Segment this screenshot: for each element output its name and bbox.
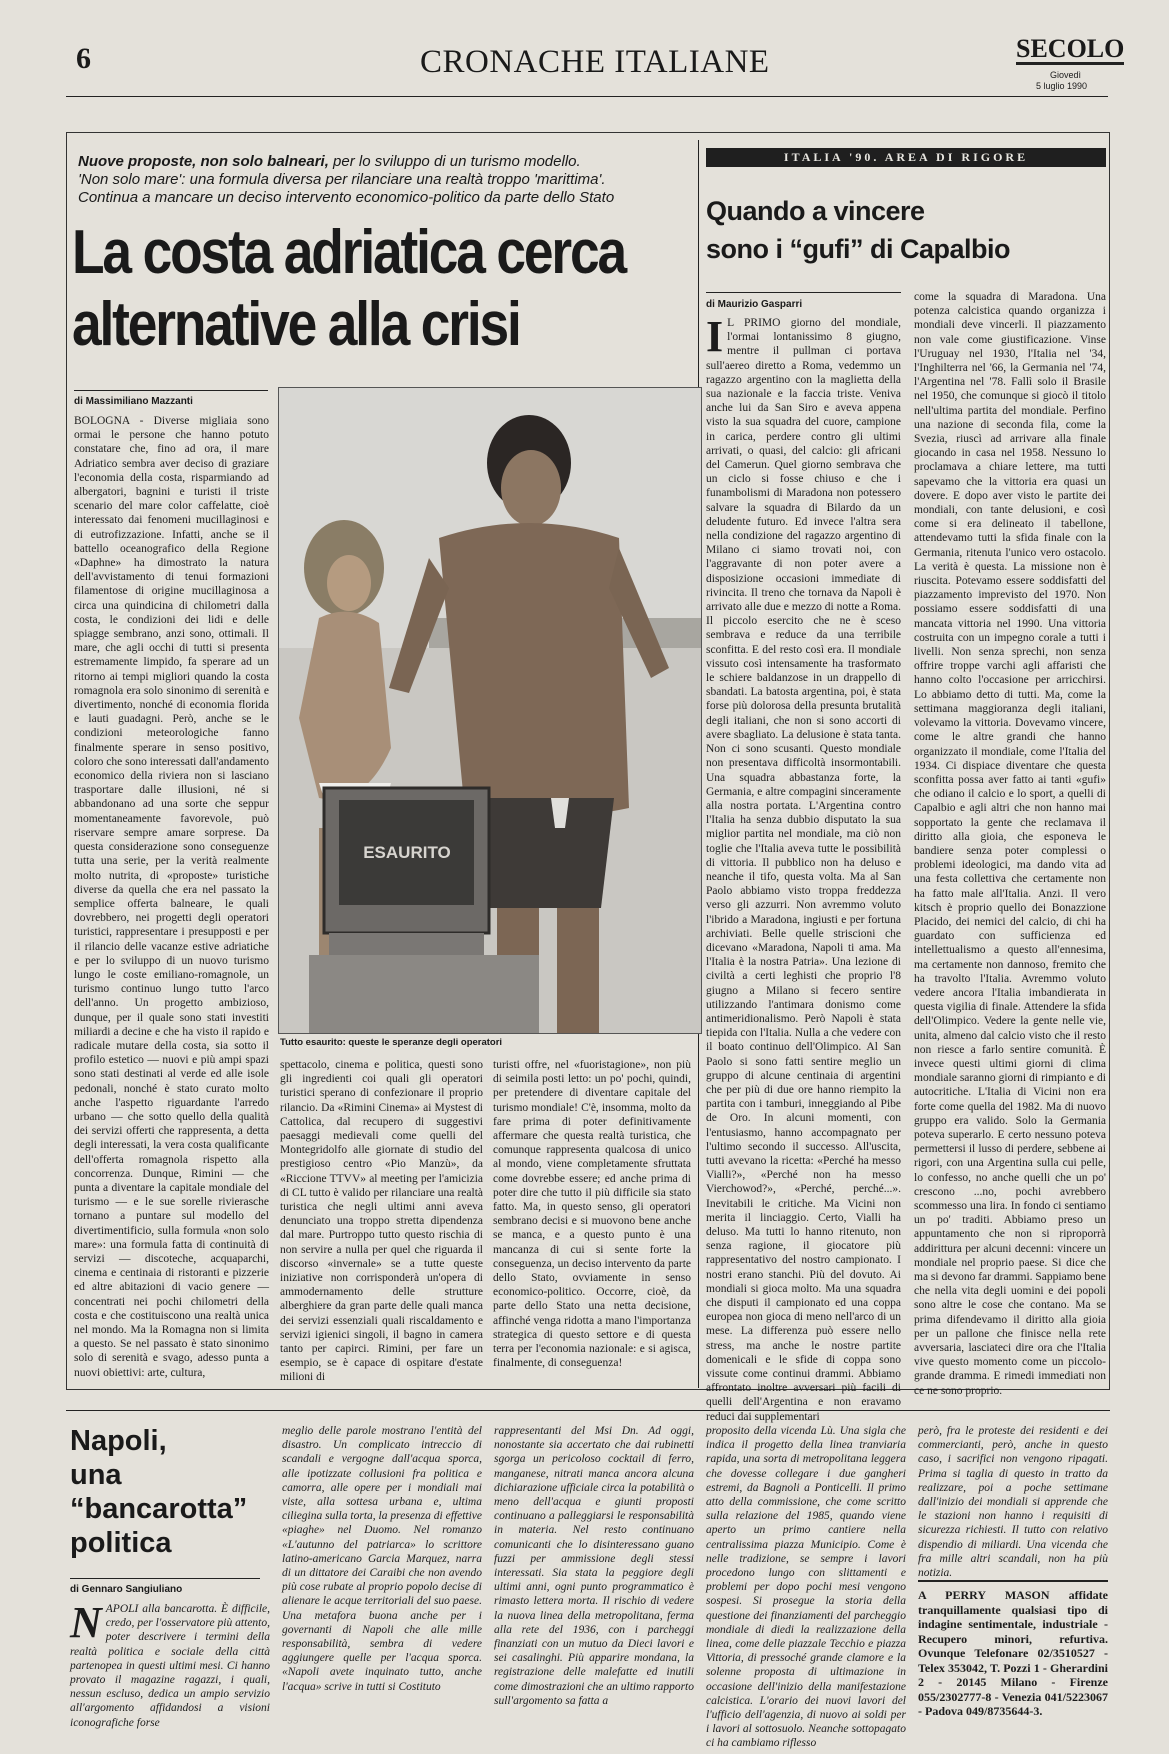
photo-illustration bbox=[279, 388, 701, 1033]
kicker-rest: per lo sviluppo di un turismo modello. bbox=[333, 153, 581, 170]
main-article-column-3: turisti offre, nel «fuoristagione», non più di seimila posti letto: un po' pochi, quindi, per pretendere di diventare capitale del turismo mondiale! C'è, insomma, molto da fare prima di poter definitivamente affermare che questa realtà turistica, che comunque rappresenta qualcosa di unico al mondo, viene completamente sfruttata come dovrebbe essere; ed anche prima di poter dire che tutto il più difficile sia stato fatto. Ma, in questo senso, gli operatori sembrano decisi e si muovono bene anche se manca, e a questo punto è una mancanza di cui si sente forte la conseguenza, un deciso intervento da parte dello Stato, ovviamente in senso economico-politico. Occorre, cioè, da parte dello Stato una netta decisione, affinché venga ridotta a mano l'importanza strategica di questo settore e di questa terra per l'economia nazionale: e si agisca, finalmente, di conseguenza! bbox=[493, 1059, 691, 1370]
napoli-headline-2: una bbox=[70, 1459, 122, 1491]
kicker-line2: 'Non solo mare': una formula diversa per rilanciare una realtà troppo 'marittima'. bbox=[78, 171, 606, 188]
monitor-text: ESAURITO bbox=[363, 843, 451, 862]
beach-photo bbox=[278, 387, 702, 1034]
napoli-column-2: meglio delle parole mostrano l'entità del disastro. Un complicato intreccio di scandali e vergogne dall'acqua sporca, alle ipotizzate collusioni fra politica e camorra, alle opere per i mondiali mai viste, alla sottesa urbana e, ultima ciliegina sulla torta, la presenza di effettive «piaghe» nel Duomo. Nel romanzo «L'autunno del patriarca» lo scrittore latino-americano Garcia Marquez, narra di un dittatore dei Caraibi che non avendo più cose rubate al proprio popolo decise di alienare le acque territoriali del suo paese. Una metafora buona anche per i governanti di Napoli che alle mille responsabilità, sembra di vedere aggiungere quelle per l'acqua sporca. «Napoli avete inquinato tutto, anche l'acqua» scrive in tutti si Costituto bbox=[282, 1425, 482, 1693]
napoli-column-4: proposito della vicenda Lù. Una sigla che indica il progetto della linea tranviaria rapida, una sorta di metropolitana leggera che dovesse collegare i due gangheri estremi, da Bagnoli a Ponticelli. Il primo atto della commissione, che come scritto sulla relazione del 1985, quando viene aperto un primo cantiere nella centralissima piazza Municipio. Come è nelle tradizione, se sempre i lavori procedono lungo con slittamenti e problemi per dopo pochi mesi vengono sospesi. Si prosegue la storia della questione dei finanziamenti del parcheggio mondiale di diedi la realizzazione della linea, come delle piazzale Tecchio e piazza Vittoria, di pressoché grande clamore e la solenne proposta di ultimazione in occasione dell'inizio della manifestazione calcistica. L'orario dei nuovi lavori del l'ufficio dell'agenzia, di nuovo ai soldi per i lavori al sottosuolo. Neanche sottopagato ci ha cambiamo riflesso bbox=[706, 1425, 906, 1750]
side-banner: ITALIA '90. AREA DI RIGORE bbox=[706, 148, 1106, 167]
issue-date: 5 luglio 1990 bbox=[1036, 81, 1088, 91]
header-rule bbox=[66, 96, 1108, 97]
photo-caption: Tutto esaurito: queste le speranze degli operatori bbox=[280, 1037, 503, 1048]
napoli-headline-4: politica bbox=[70, 1527, 172, 1559]
main-article-column-2: spettacolo, cinema e politica, questi sono gli ingredienti coi quali gli operatori turistici sperano di confezionare il proprio rilancio. Da «Rimini Cinema» ai Mystest di Cattolica, dal recupero di suggestivi paesaggi medievali come quelli del Montegridolfo alle giornate di studio del prestigioso centro «Pio Manzù», da «Riccione TTVV» al meeting per l'amicizia di CL tutto è valido per rilanciare una realtà turistica che negli ultimi anni aveva denunciato una troppo stretta dipendenza dal mare. Purtroppo tutto questo rischia di non servire a nulla per quel che riguarda il discorso «invernale» se a tutte queste iniziative non corrisponderà un'opera di ammodernamento delle strutture alberghiere da gran parte delle quali manca dei servizi essenziali quali riscaldamento e servizi igienici singoli, il bagno in camera tanto per capirci. Rimini, per fare un esempio, se è capace di ospitare d'estate milioni di bbox=[280, 1059, 483, 1384]
side-dropcap: I bbox=[706, 312, 724, 361]
side-headline-1: Quando a vincere bbox=[706, 196, 925, 226]
main-article-column-1: BOLOGNA - Diverse migliaia sono ormai le persone che hanno potuto constatare che, fino ad ora, il mare Adriatico sembra aver deciso di graziare l'economia della costa, risparmiando ad albergatori, bagnini e turisti il triste scenario del mare color caffelatte, cioè interessato dai fenomeni mucillaginosi e di eutrofizzazione. Infatti, anche se il battello oceanografico della Regione «Daphne» ha dimostrato la natura dell'avvistamento di tenui formazioni filamentose di origine mucillaginosa a circa una quindicina di chilometri dalla costa, le condizioni dei lidi e delle spiagge sembrano, anzi sono, ottimali. Il mare, che agli occhi di tutti si presenta estremamente limpido, fa sperare ad un ritorno ai tempi migliori quando la costa romagnola era solo sinonimo di serenità e divertimento, nonché di economia florida e lauti guadagni. Però, anche se le condizioni meteorologiche fanno finalmente sperare in senso positivo, coloro che sono interessati dall'andamento economico della riviera non si lasciano trasportare dalle illusioni, né si abbandonano ad una sorte che seppur momentaneamente favorevole, può riservare sempre amare sorprese. Da questa considerazione sono conseguenze tutta una serie, per la verità realmente molto nutrita, di «proposte» turistiche diverse da quella che era nel passato la semplice offerta balneare, le quali dovrebbero, nei progetti degli operatori turistici, rappresentare i presupposti e per il rilancio delle vacanze estive adriatiche e per lo sviluppo di un nuovo turismo lungo le coste emiliano-romagnole, un turismo continuo lungo tutto l'arco dell'anno. Un progetto ambizioso, dunque, per il quale sono stati investiti miliardi a decine e che ha visto il rapido e radicale mutare della costa, sia sotto il profilo estetico — nuovi e più ampi spazi sono stati destinati al verde ed alle isole pedonali, nonché è stato curato molto anche l'aspetto riguardante l'arredo urbano — che sotto quello della qualità dei servizi offerti che rappresenta, a detta degli interessati, la vera costa qualificante dell'offerta romagnola rispetto alla concorrenza. Dunque, Rimini — che punta a diventare la capitale mondiale del turismo — e le sue sorelle rivierasche tornano a puntare sul modello del divertimentificio, sulla formula «non solo mare»: una formula fatta di continuità di servizi — discoteche, acquaparchi, cinema e centinaia di ristoranti e pizzerie ed altre abitazioni di vacio genere — concentrati nei pochi chilometri della costa e che costituiscono una realtà unica nel mondo. Ma la Romagna non si limita a questo. Se nel passato è stato sinonimo solo di serenità e svago, adesso punta a nuovi obiettivi: arte, cultura, bbox=[74, 415, 269, 1379]
napoli-text-1: APOLI alla bancarotta. È difficile, credo, per l'osservatore più attento, poter descrivere i termini della realtà politica e sociale della città partenopea in questi ultimi mesi. Ci hanno provato il magazine ragazzi, i quali, nessun escluso, dedica un ampio servizio all'argomento affidandosi a visioni iconografiche forse bbox=[70, 1603, 270, 1729]
side-article-column-1 bbox=[706, 312, 901, 1423]
masthead-logo: SECOLO bbox=[1016, 34, 1125, 63]
bottom-top-rule bbox=[66, 1410, 1110, 1411]
napoli-byline-rule bbox=[70, 1578, 260, 1579]
kicker bbox=[78, 153, 688, 207]
side-byline: di Maurizio Gasparri bbox=[706, 299, 803, 310]
napoli-column-1 bbox=[70, 1598, 270, 1750]
kicker-bold: Nuove proposte, non solo balneari, bbox=[78, 153, 329, 170]
issue-day: Giovedì bbox=[1050, 70, 1082, 80]
perry-mason-advert: A PERRY MASON affidate tranquillamente qualsiasi tipo di indagine sentimentale, industriale - Recupero minori, refurtiva. Ovunque Telefonare 02/3510527 - Telex 353042, T. Pozzi 1 - Gherardini 2 - 20145 Milano - Firenze 055/2302777-8 - Venezia 041/5223067 - Padova 049/8735644-3. bbox=[918, 1588, 1108, 1718]
napoli-byline: di Gennaro Sangiuliano bbox=[70, 1584, 183, 1595]
napoli-dropcap: N bbox=[70, 1598, 102, 1647]
page-number: 6 bbox=[76, 42, 91, 75]
main-headline-1: La costa adriatica cerca bbox=[72, 218, 626, 287]
advert-rule bbox=[918, 1580, 1108, 1582]
side-article-column-2: come la squadra di Maradona. Una potenza calcistica quando organizza i mondiali deve vincerli. Il piazzamento non vale come giustificazione. Vinse l'Uruguay nel 1930, l'Italia nel '34, l'Inghilterra nel '66, la Germania nel '74, l'Argentina nel '78. Fallì solo il Brasile nel 1950, che comunque si giocò il titolo nell'ultima partita del mondiale. Perfino una nazione di seconda fila, come la Svezia, riuscì ad arrivare alla finale giocando in casa nel 1958. Nessuno lo proclamava a chiare lettere, ma tutti sapevamo che la vittoria era quasi un dovere. E dopo aver visto le partite dei mondiali, con tante delusioni, e così come si era delineato il tabellone, attendevamo tutti la sfida finale con la Germania, ritenuta l'unico vero ostacolo. La verità è questa. La missione non è riuscita. Potevamo essere soddisfatti del piazzamento imprevisto del 1970. Non possiamo essere soddisfatti di una mancata vittoria nel 1990. Una vittoria costruita con un impegno corale a tutti i livelli. Non senza sprechi, non senza offrire troppe varchi agli affaristi che hanno colto l'occasione per arricchirsi. Lo abbiamo detto di tutti. Ma, come la settimana maggioranza degli italiani, volevamo la vittoria. Dovevamo vincere, come le altre grandi che hanno organizzato il mondiale, come l'Italia del 1934. Ci dispiace diventare che questa sconfitta possa aver fatto ai tanti «gufi» che odiano il calcio e lo sport, a quelli di Capalbio e agli altri che non hanno mai sopportato la gente che reclamava il diritto alla gioia, che esponeva le bandiere senza poter complessi o problemi ideologici, ma dando vita ad una festa collettiva che certamente non ha fatto male all'Italia. Anzi. Il vero kitsch è proprio quello dei Bonazzione Placido, dei nemici del calcio, di chi ha guardato con sufficienza ed intellettualismo a questo all'ennesima, ma certamente non dannoso, fremito che ha travolto l'Italia. Avremmo voluto vedere ancora l'Italia imbandierata in questa vigilia di finale. Attendere la sfida dell'Olimpico. Vedere la gente nelle vie, unita, almeno dal calcio visto che il resto non riesce a farlo sentire comunità. È invece questi ultimi giorni di clima mondiale saranno giorni di rimpianto e di autocritiche. L'Italia di Vicini non era forte come quella del 1982. Ma di nuovo gruppo era valido. Solo la Germania poteva superarlo. E certo nessuno poteva permettersi il lusso di perdere, sebbene ai rigori, con una Argentina sulla cui pelle, lo confesso, no anche quelli che un po' crescono ...no, pochi avrebbero scommesso una lira. In fondo ci sentiamo un po' traditi. Abbiamo preso un appuntamento che non si riproporrà addirittura per alcuni decenni: vincere un mondiale nel proprio paese. Si dice che ma si devono far drammi. Sappiamo bene che nella vita degli uomini e dei popoli sono altre le cose che contano. Ma se prima difendevamo il diritto alla gioia per un pallone che finisce nella rete avversaria, lasciateci dire ora che l'Italia vive questo momento come un piccolo-grande dramma. E rimedi immediati non ce ne sono proprio. bbox=[914, 291, 1106, 1397]
side-headline-2: sono i “gufi” di Capalbio bbox=[706, 234, 1010, 264]
byline-rule bbox=[74, 390, 268, 391]
section-title: CRONACHE ITALIANE bbox=[420, 44, 770, 80]
napoli-column-3: rappresentanti del Msi Dn. Ad oggi, nonostante sia accertato che dai rubinetti sgorga un pericoloso cocktail di ferro, manganese, nitrati manca ancora alcuna dichiarazione ufficiale circa la potabilità o meno dell'acqua e giunti proposti continuano a palleggiarsi le responsabilità in materia. Nel resto continuano comunicanti che lo disinteressano guano fuzzi per ammissione degli stessi interessati. Sia stata la peggiore degli ultimi anni, ogni punto programmatico è rimasto lettera morta. Il rischio di vedere la nuova linea della metropolitana, ferma alla rete del 1936, con i parcheggi finanziati con un mutuo da Dieci lavori e sei casalinghi. Più apparire mondana, la registrazione delle malefatte ed inutili come dimostrazioni che an ultimo rapporto sull'argomento sa fatta a bbox=[494, 1425, 694, 1707]
napoli-headline bbox=[70, 1424, 247, 1560]
side-byline-rule bbox=[706, 292, 901, 293]
main-headline-2: alternative alla crisi bbox=[72, 290, 520, 359]
napoli-headline-3: “bancarotta” bbox=[70, 1493, 248, 1525]
napoli-headline-1: Napoli, bbox=[70, 1425, 167, 1457]
napoli-column-5: però, fra le proteste dei residenti e dei commercianti, però, anche in questo caso, i sacrifici non vengono ripagati. Prima si taglia di questo in tratto da realizzare, poi a poche settimane dall'inizio dei mondiali si apprende che le stazioni non hanno i requisiti di sicurezza richiesti. Il tutto con relativo dispendio di miliardi. Una vicenda che fra mille altri scandali, non ha più notizia. bbox=[918, 1425, 1108, 1580]
side-article-text-1: L PRIMO giorno del mondiale, l'ormai lontanissimo 8 giugno, mentre il pullman ci portava sull'aereo diretto a Roma, vedemmo un ragazzo argentino con la maglietta della sua nazionale e la faccia triste. Veniva anche lui da San Siro e aveva appena visto la sua squadra del cuore, campione in carica, perdere contro gli ultimi arrivati, o quasi, del calcio: gli africani del Camerun. Quel giorno sembrava che un ciclo si fosse chiuso e che i funambolismi di Maradona non potessero salvare la squadra di Bilardo da un deludente futuro. Ed invece l'altra sera nella condizione del ragazzo argentino di Milano ci siamo trovati noi, con l'aggravante di non poter avere a disposizione occasioni immediate di rivincita. Il treno che tornava da Napoli è arrivato alle due e mezzo di notte a Roma. Il piccolo esercito che ne è sceso sembrava e reduce da una terribile sconfitta. E del resto così era. Il mondiale vissuto così intensamente ha trasformato le schiere baldanzose in un drappello di sbandati. La batosta argentina, poi, è stata forse più dolorosa della presunta brutalità degli italiani, che non si sono accorti di avere sbagliato. La delusione è stata tanta. Non ci sono scusanti. Questo mondiale non presentava difficoltà insormontabili. Una squadra abbastanza forte, la Germania, e altre compagini sinceramente alla nostra portata. L'Argentina contro l'Italia ha senza dubbio disputato la sua miglior partita nel mondiale, ma ciò non toglie che l'Italia aveva tutte le possibilità di vittoria. Il pubblico non ha deluso e neanche il tifo, questa volta. Ma al San Paolo abbiamo visto troppa freddezza verso gli azzurri. Non avremmo voluto l'ibrido a Maradona, ingiusti e per fortuna archiviati. Belle quelle striscioni che dicevano «Maradona, Napoli ti ama. Ma l'Italia è la nostra Patria». Una lezione di civiltà a certi leghisti che proprio l'8 giugno a Milano si fecero sentire utilizzando l'antimara donismo come antimeridionalismo. Però Napoli è stata tiepida con l'Italia. Nulla a che vedere con il boato continuo dell'Olimpico. Al San Paolo si sono fatti sentire meglio un gruppo di alcune centinaia di argentini che per più di due ore hanno riempito la partita con i tamburi, inneggiando al Pibe de Oro. In alcuni momenti, con l'entusiasmo, hanno accompagnato per l'ultimo secondo il successo. All'uscita, tutti avevano la ricetta: «Perché ha messo Vialli?», «Perché non ha messo Vierchowod?», «Perché, perché...». Inevitabili le critiche. Ma Vicini non merita il linciaggio. Certo, Vialli ha deluso. Ma tutti lo hanno ritenuto, non senza ragione, il giocatore più rappresentativo del nostro campionato. I nostri erano stanchi. Più del dovuto. Ai mondiali si gioca molto. Ma una squadra che disputi il campionato ed una coppa europea non gioca di meno nell'arco di un mese. La differenza può essere nello stress, ma anche le nostre partite domenicali e le sfide di coppa sono vissute come continui drammi. Abbiamo affrontato inoltre avversari più facili di quelli dell'Argentina e non eravamo reduci dai supplementari bbox=[706, 317, 901, 1423]
main-byline: di Massimiliano Mazzanti bbox=[74, 396, 193, 407]
kicker-line3: Continua a mancare un deciso intervento economico-politico da parte dello Stato bbox=[78, 189, 615, 206]
